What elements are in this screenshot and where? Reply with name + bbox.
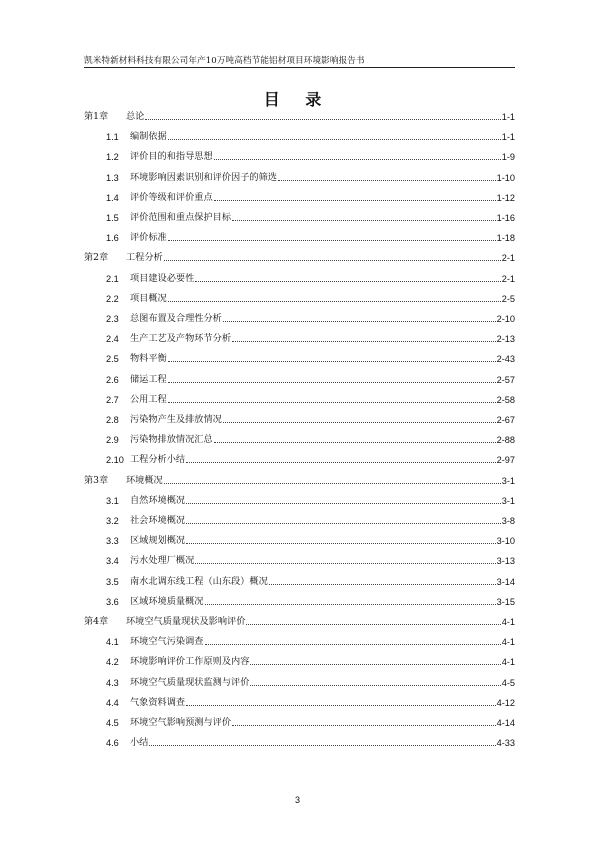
- header-rule: [84, 67, 515, 68]
- toc-entry-number: 4.3: [106, 678, 119, 688]
- toc-entry-number: 4.6: [106, 738, 119, 748]
- toc-chapter-row[interactable]: [84, 474, 515, 488]
- toc-entry-page: 4-1: [501, 657, 515, 667]
- toc-entry-title: 项目建设必要性: [130, 273, 195, 284]
- toc-entry-title: 气象资料调查: [130, 697, 186, 708]
- toc-entry-title: 评价范围和重点保护目标: [130, 212, 232, 223]
- toc-entry-number: 1.4: [106, 193, 119, 203]
- toc-section-row[interactable]: [84, 312, 515, 326]
- running-header: 凯米特新材料科技有限公司年产10万吨高档节能铝材项目环境影响报告书: [84, 56, 365, 66]
- toc-entry-title: 总论: [126, 111, 145, 122]
- toc-entry-leader: [130, 272, 515, 286]
- toc-section-row[interactable]: [84, 413, 515, 427]
- toc-entry-leader: [130, 171, 515, 185]
- toc-section-row[interactable]: [84, 191, 515, 205]
- toc-entry-number: 2.7: [106, 395, 119, 405]
- dot-leader: [168, 361, 496, 362]
- toc-entry-leader: [130, 413, 515, 427]
- toc-section-row[interactable]: [84, 292, 515, 306]
- toc-section-row[interactable]: [84, 736, 515, 750]
- toc-entry-title: 环境空气污染调查: [130, 636, 204, 647]
- toc-section-row[interactable]: [84, 150, 515, 164]
- toc-entry-title: 编制依据: [130, 131, 167, 142]
- toc-entry-leader: [126, 474, 515, 488]
- toc-entry-number: 3.2: [106, 516, 119, 526]
- toc-entry-title: 区域规划概况: [130, 535, 186, 546]
- toc-section-row[interactable]: [84, 272, 515, 286]
- toc-entry-page: 2-43: [496, 354, 515, 364]
- toc-entry-page: 2-67: [496, 415, 515, 425]
- dot-leader: [186, 503, 501, 504]
- toc-section-row[interactable]: [84, 211, 515, 225]
- toc-entry-number: 2.8: [106, 415, 119, 425]
- dot-leader: [250, 664, 500, 665]
- toc-entry-page: 3-14: [496, 577, 515, 587]
- toc-entry-page: 4-1: [501, 617, 515, 627]
- toc-entry-number: 4.5: [106, 718, 119, 728]
- toc-section-row[interactable]: [84, 534, 515, 548]
- toc-section-row[interactable]: [84, 716, 515, 730]
- toc-entry-leader: [130, 595, 515, 609]
- dot-leader: [223, 321, 496, 322]
- toc-entry-number: 3.4: [106, 556, 119, 566]
- toc-entry-leader: [130, 655, 515, 669]
- toc-entry-title: 环境概况: [126, 475, 163, 486]
- toc-section-row[interactable]: [84, 433, 515, 447]
- toc-entry-number: 3.3: [106, 536, 119, 546]
- dot-leader: [214, 442, 496, 443]
- toc-entry-title: 小结: [130, 737, 149, 748]
- toc-entry-number: 2.1: [106, 274, 119, 284]
- toc-entry-title: 环境空气质量现状及影响评价: [126, 616, 246, 627]
- toc-entry-page: 3-15: [496, 597, 515, 607]
- toc-section-row[interactable]: [84, 635, 515, 649]
- toc-entry-page: 1-16: [496, 213, 515, 223]
- toc-entry-page: 4-33: [496, 738, 515, 748]
- dot-leader: [232, 220, 496, 221]
- toc-entry-leader: [130, 231, 515, 245]
- page-number: 3: [294, 795, 300, 805]
- toc-entry-number: 4.1: [106, 637, 119, 647]
- toc-entry-number: 2.3: [106, 314, 119, 324]
- dot-leader: [205, 604, 496, 605]
- toc-entry-page: 2-97: [496, 455, 515, 465]
- toc-entry-number: 1.2: [106, 152, 119, 162]
- toc-entry-page: 4-5: [501, 678, 515, 688]
- toc-section-row[interactable]: [84, 494, 515, 508]
- dot-leader: [223, 422, 496, 423]
- toc-section-row[interactable]: [84, 332, 515, 346]
- toc-entry-title: 评价等级和评价重点: [130, 192, 213, 203]
- toc-entry-page: 2-1: [501, 274, 515, 284]
- toc-section-row[interactable]: [84, 130, 515, 144]
- dot-leader: [195, 281, 500, 282]
- toc-entry-title: 区域环境质量概况: [130, 596, 204, 607]
- toc-entry-leader: [130, 716, 515, 730]
- dot-leader: [195, 563, 495, 564]
- toc-entry-number: 3.6: [106, 597, 119, 607]
- toc-section-row[interactable]: [84, 595, 515, 609]
- toc-entry-number: 1.3: [106, 173, 119, 183]
- toc-entry-leader: [130, 130, 515, 144]
- toc-entry-number: 2.2: [106, 294, 119, 304]
- toc-entry-page: 4-1: [501, 637, 515, 647]
- dot-leader: [149, 745, 495, 746]
- toc-entry-leader: [130, 696, 515, 710]
- dot-leader: [168, 139, 501, 140]
- toc-entry-title: 储运工程: [130, 374, 167, 385]
- toc-entry-title: 评价目的和指导思想: [130, 151, 213, 162]
- toc-entry-title: 公用工程: [130, 394, 167, 405]
- dot-leader: [269, 584, 496, 585]
- dot-leader: [232, 341, 496, 342]
- toc-entry-title: 物料平衡: [130, 353, 167, 364]
- toc-entry-page: 3-1: [501, 476, 515, 486]
- toc-entry-page: 1-1: [501, 132, 515, 142]
- dot-leader: [168, 301, 501, 302]
- toc-section-row[interactable]: [84, 655, 515, 669]
- toc-section-row[interactable]: [84, 575, 515, 589]
- toc-chapter-row[interactable]: [84, 615, 515, 629]
- toc-title: 目 录: [263, 90, 332, 109]
- toc-entry-page: 3-13: [496, 556, 515, 566]
- toc-entry-number: 2.6: [106, 375, 119, 385]
- toc-section-row[interactable]: [84, 393, 515, 407]
- dot-leader: [168, 240, 496, 241]
- toc-entry-page: 2-1: [501, 253, 515, 263]
- dot-leader: [168, 382, 496, 383]
- dot-leader: [250, 685, 500, 686]
- toc-entry-leader: [130, 676, 515, 690]
- toc-entry-number: 4.4: [106, 698, 119, 708]
- toc-entry-number: 2.5: [106, 354, 119, 364]
- toc-entry-page: 4-12: [496, 698, 515, 708]
- dot-leader: [186, 462, 495, 463]
- toc-entry-page: 2-5: [501, 294, 515, 304]
- toc-entry-page: 1-9: [501, 152, 515, 162]
- toc-chapter-row[interactable]: [84, 110, 515, 124]
- toc-entry-leader: [130, 635, 515, 649]
- toc-entry-title: 环境空气质量现状监测与评价: [130, 677, 250, 688]
- toc-entry-page: 3-8: [501, 516, 515, 526]
- toc-entry-leader: [130, 554, 515, 568]
- toc-entry-page: 2-88: [496, 435, 515, 445]
- toc-entry-title: 污水处理厂概况: [130, 555, 195, 566]
- toc-entry-leader: [126, 110, 515, 124]
- toc-entry-leader: [126, 251, 515, 265]
- toc-entry-number: 1.5: [106, 213, 119, 223]
- toc-section-row[interactable]: [84, 171, 515, 185]
- dot-leader: [168, 402, 496, 403]
- toc-entry-page: 1-10: [496, 173, 515, 183]
- toc-entry-number: 2.10: [106, 455, 124, 465]
- dot-leader: [164, 260, 501, 261]
- dot-leader: [278, 180, 496, 181]
- dot-leader: [164, 483, 501, 484]
- toc-section-row[interactable]: [84, 514, 515, 528]
- toc-chapter-row[interactable]: [84, 251, 515, 265]
- toc-entry-title: 评价标准: [130, 232, 167, 243]
- toc-section-row[interactable]: [84, 231, 515, 245]
- dot-leader: [145, 119, 500, 120]
- toc-entry-number: 1.1: [106, 132, 119, 142]
- toc-entry-page: 3-10: [496, 536, 515, 546]
- toc-entry-leader: [130, 312, 515, 326]
- toc-entry-page: 1-12: [496, 193, 515, 203]
- toc-section-row[interactable]: [84, 373, 515, 387]
- toc-entry-leader: [130, 393, 515, 407]
- dot-leader: [186, 523, 501, 524]
- dot-leader: [214, 200, 496, 201]
- toc-entry-leader: [130, 191, 515, 205]
- toc-entry-leader: [130, 211, 515, 225]
- toc-entry-page: 1-18: [496, 233, 515, 243]
- toc-entry-leader: [130, 352, 515, 366]
- toc-entry-title: 总图布置及合理性分析: [130, 313, 222, 324]
- toc-entry-leader: [130, 534, 515, 548]
- toc-section-row[interactable]: [84, 676, 515, 690]
- toc-entry-title: 工程分析小结: [130, 454, 186, 465]
- toc-entry-number: 第2章: [84, 252, 109, 263]
- toc-entry-page: 3-1: [501, 496, 515, 506]
- toc-entry-title: 生产工艺及产物环节分析: [130, 333, 232, 344]
- toc-entry-title: 自然环境概况: [130, 495, 186, 506]
- toc-entry-page: 4-14: [496, 718, 515, 728]
- toc-entry-leader: [130, 150, 515, 164]
- toc-entry-number: 2.9: [106, 435, 119, 445]
- toc-section-row[interactable]: [84, 554, 515, 568]
- toc-entry-leader: [130, 292, 515, 306]
- dot-leader: [205, 644, 501, 645]
- toc-entry-leader: [130, 514, 515, 528]
- toc-entry-leader: [130, 373, 515, 387]
- toc-entry-page: 2-13: [496, 334, 515, 344]
- toc-section-row[interactable]: [84, 696, 515, 710]
- toc-entry-leader: [130, 736, 515, 750]
- toc-entry-number: 第1章: [84, 111, 109, 122]
- toc-entry-number: 1.6: [106, 233, 119, 243]
- dot-leader: [214, 159, 501, 160]
- toc-entry-title: 项目概况: [130, 293, 167, 304]
- toc-entry-leader: [130, 332, 515, 346]
- toc-entry-title: 南水北调东线工程（山东段）概况: [130, 576, 268, 587]
- toc-entry-title: 环境空气影响预测与评价: [130, 717, 232, 728]
- toc-entry-leader: [130, 575, 515, 589]
- toc-entry-page: 2-57: [496, 375, 515, 385]
- dot-leader: [186, 705, 495, 706]
- toc-entry-number: 4.2: [106, 657, 119, 667]
- toc-entry-title: 环境影响评价工作原则及内容: [130, 656, 250, 667]
- toc-entry-leader: [130, 453, 515, 467]
- toc-entry-number: 第3章: [84, 475, 109, 486]
- toc-entry-number: 3.5: [106, 577, 119, 587]
- toc-entry-number: 2.4: [106, 334, 119, 344]
- toc-entry-leader: [130, 494, 515, 508]
- toc-entry-title: 社会环境概况: [130, 515, 186, 526]
- toc-section-row[interactable]: [84, 352, 515, 366]
- dot-leader: [246, 624, 500, 625]
- toc-entry-number: 第4章: [84, 616, 109, 627]
- toc-entry-title: 工程分析: [126, 252, 163, 263]
- toc-entry-leader: [130, 433, 515, 447]
- toc-entry-page: 2-10: [496, 314, 515, 324]
- toc-section-row[interactable]: [84, 453, 515, 467]
- dot-leader: [232, 725, 496, 726]
- toc-entry-title: 环境影响因素识别和评价因子的筛选: [130, 172, 277, 183]
- dot-leader: [186, 543, 495, 544]
- toc-entry-title: 污染物产生及排放情况: [130, 414, 222, 425]
- toc-entry-leader: [126, 615, 515, 629]
- toc-entry-page: 1-1: [501, 112, 515, 122]
- toc-entry-number: 3.1: [106, 496, 119, 506]
- toc-entry-page: 2-58: [496, 395, 515, 405]
- toc-entry-title: 污染物排放情况汇总: [130, 434, 213, 445]
